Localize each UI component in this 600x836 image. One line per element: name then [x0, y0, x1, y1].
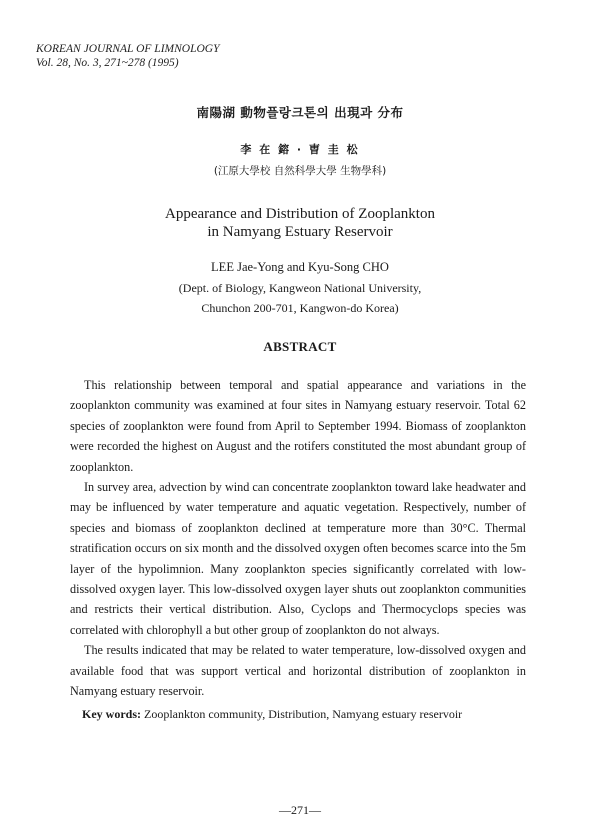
korean-authors: 李 在 鎔 · 曺 圭 松	[240, 143, 360, 156]
abstract-paragraph-2: In survey area, advection by wind can concentrate zooplankton toward lake headwater and may be influenced by water temperature and aquatic vegetation. Respectively, number of species and biomass of zooplankton declined at temperature more than 30°C. Thermal stratification occurs on six month and the dissolved oxygen often becomes scarce into the 5m layer of the hypolimnion. Many zooplankton species significantly correlated with low-dissolved oxygen layer. This low-dissolved oxygen layer shuts out zooplankton communities and restricts their vertical distribution. Also, Cyclops and Thermocyclops species was correlated with chlorophyll a but other group of zooplankton do not always.	[70, 480, 526, 637]
keywords-text: Zooplankton community, Distribution, Namyang estuary reservoir	[144, 707, 463, 721]
english-authors: LEE Jae-Yong and Kyu-Song CHO	[211, 260, 389, 274]
korean-title: 南陽湖 動物플랑크톤의 出現과 分布	[196, 105, 404, 120]
journal-header	[36, 42, 219, 70]
keywords-label: Key words:	[82, 707, 141, 721]
journal-citation: Vol. 28, No. 3, 271~278 (1995)	[36, 57, 179, 69]
abstract-heading: ABSTRACT	[263, 339, 337, 354]
keywords	[82, 707, 462, 722]
english-affiliation	[0, 279, 600, 318]
english-affiliation-line-2: Chunchon 200-701, Kangwon-do Korea)	[201, 300, 399, 315]
english-title-line-2: in Namyang Estuary Reservoir	[207, 224, 393, 240]
page-number: —271—	[279, 803, 321, 817]
korean-affiliation: (江原大學校 自然科學大學 生物學科)	[213, 165, 387, 177]
journal-name: KOREAN JOURNAL OF LIMNOLOGY	[36, 43, 220, 55]
english-title	[0, 205, 600, 241]
abstract-body	[70, 375, 526, 702]
english-title-line-1: Appearance and Distribution of Zooplankton	[165, 206, 435, 222]
abstract-paragraph-3: The results indicated that may be related to water temperature, low-dissolved oxygen and available food that was support vertical and horizontal distribution of zooplankton in Namyang estuary reservoir.	[70, 643, 526, 699]
english-affiliation-line-1: (Dept. of Biology, Kangweon National University,	[178, 281, 422, 295]
abstract-paragraph-1: This relationship between temporal and spatial appearance and variations in the zooplankton community was examined at four sites in Namyang estuary reservoir. Total 62 species of zooplankton were found from April to September 1994. Biomass of zooplankton were recorded the highest on August and the rotifers constituted the most abundant group of zooplankton.	[70, 378, 526, 474]
